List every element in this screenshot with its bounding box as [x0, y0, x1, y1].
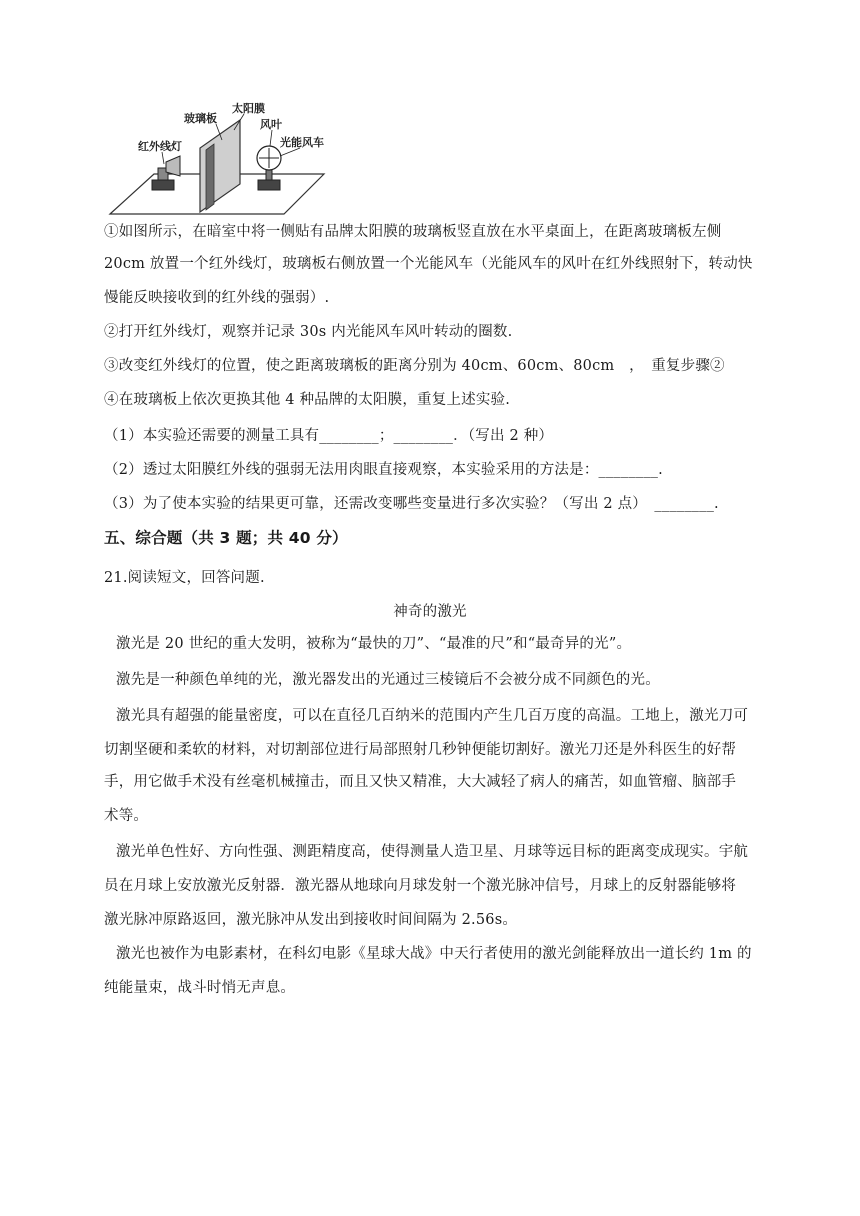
solar-film — [206, 144, 214, 210]
label-glass: 玻璃板 — [184, 112, 217, 125]
question-2: （2）透过太阳膜红外线的强弱无法用肉眼直接观察，本实验采用的方法是：________. — [104, 462, 663, 478]
article-title: 神奇的激光 — [393, 604, 467, 620]
label-infrared-lamp: 红外线灯 — [138, 140, 182, 153]
solar-windmill-icon — [257, 146, 281, 190]
step-3: ③改变红外线灯的位置，使之距离玻璃板的距离分别为 40cm、60cm、80cm ， 重复步骤② — [104, 358, 725, 374]
paragraph-5-line-2: 纯能量束，战斗时悄无声息。 — [104, 980, 296, 996]
step-1-line-3: 慢能反映接收到的红外线的强弱）. — [104, 290, 330, 306]
question-1: （1）本实验还需要的测量工具有________；________．（写出 2 种） — [104, 428, 554, 444]
paragraph-3-line-2: 切割坚硬和柔软的材料，对切割部位进行局部照射几秒钟便能切割好。激光刀还是外科医生的好帮 — [104, 742, 737, 758]
step-1-line-1: ①如图所示，在暗室中将一侧贴有品牌太阳膜的玻璃板竖直放在水平桌面上，在距离玻璃板左侧 — [104, 224, 722, 240]
paragraph-4-line-1: 激光单色性好、方向性强、测距精度高，使得测量人造卫星、月球等远目标的距离变成现实。宇航 — [116, 844, 749, 860]
section-heading: 五、综合题（共 3 题；共 40 分） — [104, 529, 348, 547]
paragraph-3-line-4: 术等。 — [104, 808, 149, 824]
paragraph-3-line-1: 激光具有超强的能量密度，可以在直径几百纳米的范围内产生几百万度的高温。工地上，激光刀可 — [116, 708, 749, 724]
paragraph-2: 激先是一种颜色单纯的光，激光器发出的光通过三棱镜后不会被分成不同颜色的光。 — [116, 672, 660, 688]
step-1-line-2: 20cm 放置一个红外线灯，玻璃板右侧放置一个光能风车（光能风车的风叶在红外线照射下，转动快 — [104, 256, 753, 272]
paragraph-3-line-3: 手，用它做手术没有丝毫机械撞击，而且又快又精准，大大减轻了病人的痛苦，如血管瘤、脑部手 — [104, 774, 737, 790]
paragraph-5-line-1: 激光也被作为电影素材，在科幻电影《星球大战》中天行者使用的激光剑能释放出一道长约 1m 的 — [116, 946, 752, 962]
label-solar-windmill: 光能风车 — [280, 136, 324, 149]
question-21-prompt: 21.阅读短文，回答问题. — [104, 570, 265, 586]
question-3: （3）为了使本实验的结果更可靠，还需改变哪些变量进行多次实验？（写出 2 点） ________. — [104, 496, 719, 512]
step-4: ④在玻璃板上依次更换其他 4 种品牌的太阳膜，重复上述实验. — [104, 392, 511, 408]
paragraph-4-line-3: 激光脉冲原路返回，激光脉冲从发出到接收时间间隔为 2.56s。 — [104, 912, 518, 928]
infrared-lamp-icon — [152, 156, 180, 190]
experiment-figure — [104, 100, 344, 218]
step-2: ②打开红外线灯，观察并记录 30s 内光能风车风叶转动的圈数. — [104, 324, 513, 340]
label-fan-blade: 风叶 — [260, 118, 282, 131]
paragraph-4-line-2: 员在月球上安放激光反射器．激光器从地球向月球发射一个激光脉冲信号，月球上的反射器能够将 — [104, 878, 737, 894]
paragraph-1: 激光是 20 世纪的重大发明，被称为“最快的刀”、“最准的尺”和“最奇异的光”。 — [116, 636, 632, 652]
label-film: 太阳膜 — [232, 102, 265, 115]
